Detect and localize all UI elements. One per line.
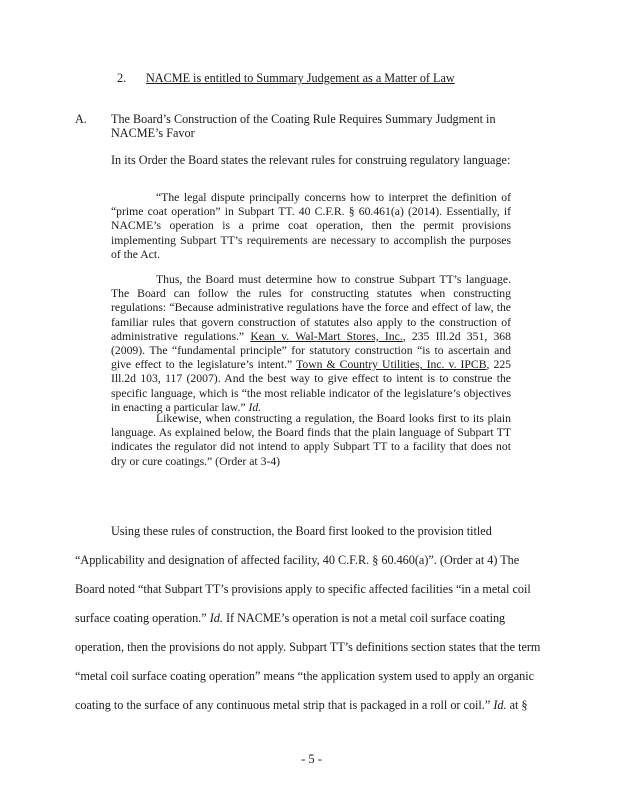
body-line-7-a: coating to the surface of any continuous metal strip that is packaged in a roll or coil.” bbox=[75, 698, 494, 712]
section-title: NACME is entitled to Summary Judgement as a Matter of Law bbox=[146, 71, 455, 85]
body-line-2: “Applicability and designation of affected facility, 40 C.F.R. § 60.460(a)”. (Order at 4) The bbox=[75, 553, 520, 567]
block-quote bbox=[111, 191, 511, 262]
body-line-4-a: surface coating operation.” bbox=[75, 611, 210, 625]
body-line-3: Board noted “that Subpart TT’s provisions apply to specific affected facilities “in a metal coil bbox=[75, 582, 531, 596]
body-line-7-b: at § bbox=[506, 698, 528, 712]
quote-p2-text-c: , 225 Ill.2d 103, 117 (2007). And the best way to give effect to intent is to construe the specific language, which is “the most reliable indicator of the legislature’s objectives in enacting a particular law.” bbox=[111, 358, 511, 414]
body-line-4-id: Id. bbox=[209, 611, 223, 625]
quote-paragraph-1: “The legal dispute principally concerns how to interpret the definition of “prime coat operation” in Subpart TT. 40 C.F.R. § 60.461(a) (2014). Essentially, if NACME’s operation is a prime coat operation, then the permit provisions implementing Subpart TT’s requirements are necessary to accomplish the purposes of the Act. bbox=[111, 191, 511, 261]
subsection-letter: A. bbox=[75, 112, 87, 126]
block-quote-3 bbox=[111, 412, 511, 469]
intro-text: In its Order the Board states the relevant rules for construing regulatory language: bbox=[111, 153, 511, 167]
quote-paragraph-3: Likewise, when constructing a regulation, the Board looks first to its plain language. As explained below, the Board finds that the plain language of Subpart TT indicates the regulator did not intend to apply Subpart TT to a facility that does not dry or cure coatings.” (Order at 3-4) bbox=[111, 412, 511, 468]
body-line-5: operation, then the provisions do not apply. Subpart TT’s definitions section states that the term bbox=[75, 640, 541, 654]
body-line-6: “metal coil surface coating operation” means “the application system used to apply an organic bbox=[75, 669, 535, 683]
body-line-1: Using these rules of construction, the Board first looked to the provision titled bbox=[111, 524, 492, 538]
quote-p2-text-b: , 235 Ill.2d 351, 368 (2009). The “fundamental principle” for statutory construction “is to ascertain and give effect to the legislature’s intent.” bbox=[111, 329, 511, 372]
body-line-7-id: Id. bbox=[493, 698, 507, 712]
quote-p2-text-a: Thus, the Board must determine how to construe Subpart TT’s language. The Board can follow the rules for constructing statutes when constructing regulations: “Because administrative regulations have the force and effect of law, the familiar rules that govern construction of statutes also apply to the construction of administrative regulations.” bbox=[111, 273, 511, 343]
body-line-4 bbox=[75, 611, 505, 626]
section-number: 2. bbox=[117, 71, 127, 85]
quote-paragraph-2 bbox=[111, 273, 511, 415]
body-line-7 bbox=[75, 698, 528, 713]
block-quote-2 bbox=[111, 273, 511, 415]
body-line-4-b: If NACME’s operation is not a metal coil surface coating bbox=[222, 611, 506, 625]
subsection-title-line1: The Board’s Construction of the Coating Rule Requires Summary Judgment in bbox=[111, 112, 496, 126]
case-citation-town-country: Town & Country Utilities, Inc. v. IPCB bbox=[296, 358, 487, 372]
case-citation-kean: Kean v. Wal-Mart Stores, Inc. bbox=[250, 329, 403, 343]
id-citation: Id. bbox=[248, 400, 262, 414]
subsection-title-line2: NACME’s Favor bbox=[111, 126, 195, 140]
page-number: - 5 - bbox=[301, 752, 322, 766]
